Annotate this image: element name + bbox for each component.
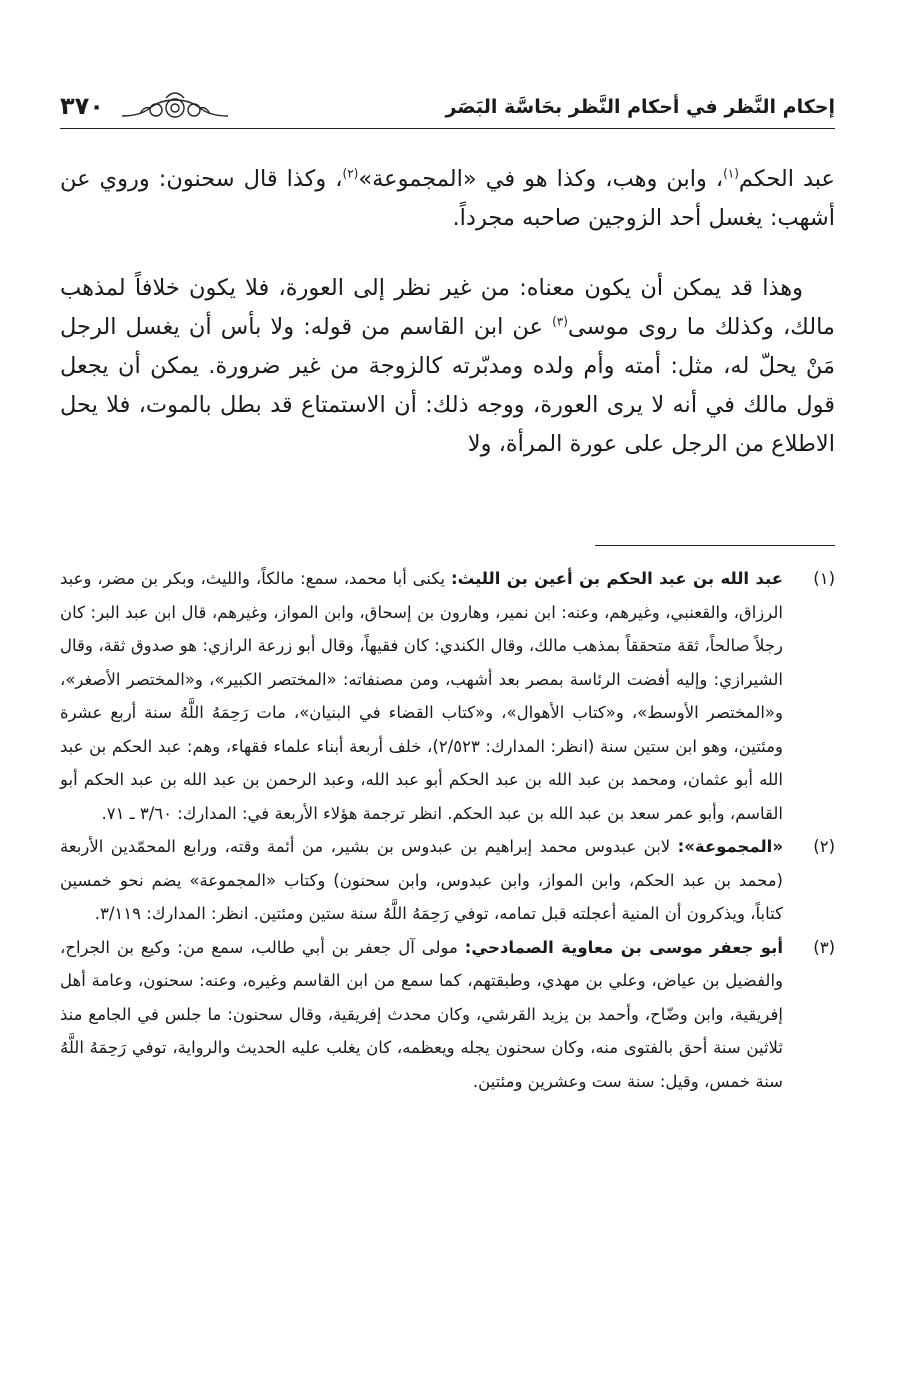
footnote-number: (٣) xyxy=(813,937,835,957)
running-title: إحكام النَّظر في أحكام النَّظر بحَاسَّة البَصَر xyxy=(445,96,835,118)
paragraph-2 xyxy=(60,269,835,464)
footnote-number: (١) xyxy=(813,569,835,588)
paragraph-text: عبد الحكم xyxy=(738,166,835,192)
footnote-body: لابن عبدوس محمد إبراهيم بن عبدوس بن بشير، من أئمة وقته، ورابع المحمّدين الأربعة (محمد بن عبد الحكم، وابن المواز، وابن عبدوس، وابن سحنون) وكتاب «المجموعة» يضم نحو خمسين كتاباً، ويذكرون أن المنية أعجلته قبل تمامه، توفي رَحِمَهُ اللَّهُ سنة ستين ومئتين. انظر: المدارك: ٣/١١٩. xyxy=(60,837,783,923)
footnote-ref-1[interactable]: (١) xyxy=(723,166,739,181)
footnote-body: يكنى أبا محمد، سمع: مالكاً، والليث، وبكر بن مضر، وعبد الرزاق، والقعنبي، وغيرهم، وعنه: ابن نمير، وهارون بن إسحاق، وابن المواز، وغيرهم، قال ابن عبد البر: كان رجلاً صالحاً، ثقة متحققاً بمذهب مالك، وقال الكندي: كان فقيهاً، وقال أبو زرعة الرازي: هو صدوق ثقة، وقال الشيرازي: وإليه أفضت الرئاسة بمصر بعد أشهب، ومن مصنفاته: «المختصر الكبير»، و«المختصر الأصغر»، و«المختصر الأوسط»، و«كتاب الأهوال»، و«كتاب القضاء في البنيان»، مات رَحِمَهُ اللَّهُ سنة أربع عشرة ومئتين، وهو ابن ستين سنة (انظر: المدارك: ٢/٥٢٣)، خلف أربعة أبناء علماء فقهاء، وهم: عبد الحكم بن عبد الله أبو عثمان، ومحمد بن عبد الله بن عبد الحكم أبو عبد الله، وعبد الرحمن بن عبد الله بن عبد الحكم أبو القاسم، وأبو عمر سعد بن عبد الله بن عبد الحكم. انظر ترجمة هؤلاء الأربعة في: المدارك: ٣/٦٠ ـ ٧١. xyxy=(60,569,783,823)
footnote-number: (٢) xyxy=(813,837,835,856)
paragraph-text: ، وكذا قال سحنون: وروي عن أشهب: يغسل أحد الزوجين صاحبه مجرداً. xyxy=(60,166,835,231)
footnote-heading: عبد الله بن عبد الحكم بن أعين بن الليث: xyxy=(451,569,783,588)
paragraph-text: وهذا قد يمكن أن يكون معناه: من غير نظر إلى العورة، فلا يكون خلافاً لمذهب مالك، وكذلك ما روى موسى xyxy=(60,275,835,340)
footnotes xyxy=(60,562,835,1098)
footnote-heading: أبو جعفر موسى بن معاوية الصمادحي: xyxy=(464,937,783,957)
page-number: ٣٧٠ xyxy=(60,92,104,120)
footnote-1 xyxy=(60,562,835,830)
footnote-body: مولى آل جعفر بن أبي طالب، سمع من: وكيع بن الجراح، والفضيل بن عياض، وعلي بن مهدي، وطبقتهم، كما سمع من ابن القاسم وغيره، وعنه: سحنون، وعامة أهل إفريقية، وابن وضّاح، وأحمد بن يزيد القرشي، وكان محدث إفريقية، وقال سحنون: ما جلس في الجامع منذ ثلاثين سنة أحق بالفتوى منه، وكان سحنون يجله ويعظمه، كان يغلب عليه الحديث والرواية، توفي رَحِمَهُ اللَّهُ سنة خمس، وقيل: سنة ست وعشرين ومئتين. xyxy=(60,937,783,1091)
paragraph-text: عن ابن القاسم من قوله: ولا بأس أن يغسل الرجل مَنْ يحلّ له، مثل: أمته وأم ولده ومدبّرته كالزوجة من غير ضرورة. يمكن أن يجعل قول مالك في أنه لا يرى العورة، ووجه ذلك: أن الاستمتاع قد بطل بالموت، فلا يحل الاطلاع من الرجل على عورة المرأة، ولا xyxy=(60,314,835,457)
page-header xyxy=(60,78,835,134)
footnote-ref-3[interactable]: (٣) xyxy=(552,314,568,329)
header-rule xyxy=(60,128,835,129)
floral-ornament-icon xyxy=(120,86,230,126)
footnote-separator xyxy=(595,545,835,546)
footnote-heading: «المجموعة»: xyxy=(677,837,783,856)
footnote-ref-2[interactable]: (٢) xyxy=(342,166,359,181)
footnote-2 xyxy=(60,830,835,931)
paragraph-1 xyxy=(60,160,835,238)
footnote-3 xyxy=(60,931,835,1099)
paragraph-text: ، وابن وهب، وكذا هو في «المجموعة» xyxy=(358,166,724,192)
main-text xyxy=(60,160,835,464)
